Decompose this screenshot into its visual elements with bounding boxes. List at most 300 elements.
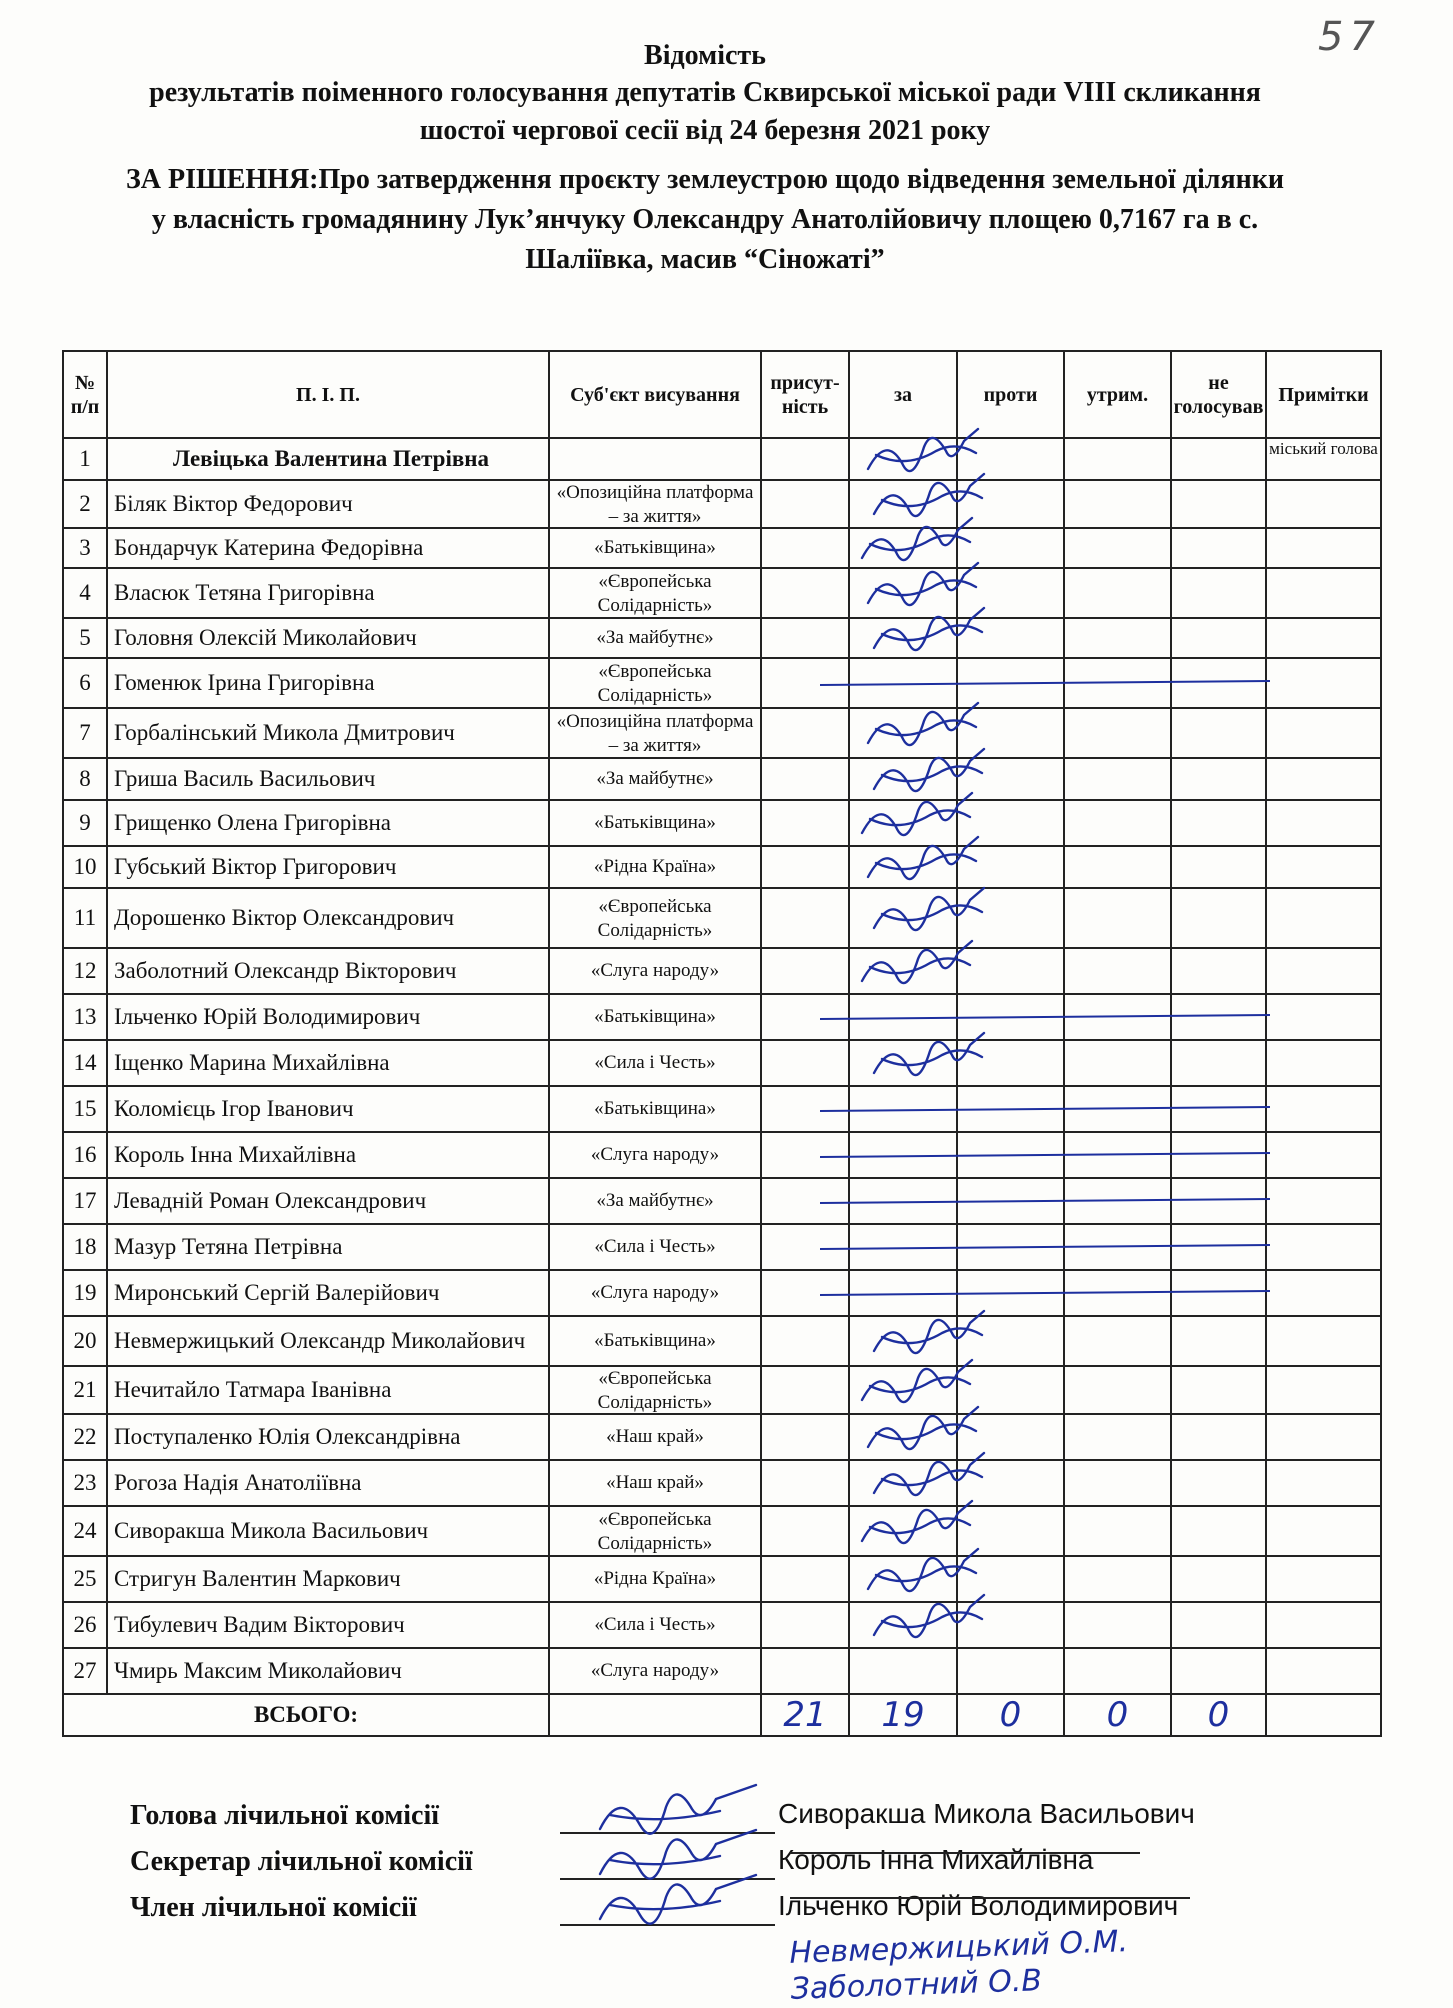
party-cell — [549, 1178, 761, 1224]
party-cell-text: «Європейська Солідарність» — [597, 1368, 713, 1413]
member-name: Ільченко Юрій Володимирович — [778, 1890, 1179, 1921]
deputy-name: Сиворакша Микола Васильович — [107, 1506, 549, 1556]
not-voted-cell — [1171, 1040, 1266, 1086]
total-note-cell — [1266, 1694, 1381, 1736]
for-cell — [849, 994, 957, 1040]
header-not-voted: не голосував — [1171, 351, 1266, 438]
party-cell — [549, 1270, 761, 1316]
row-number: 25 — [63, 1556, 107, 1602]
against-cell — [957, 708, 1064, 758]
present-cell — [761, 1316, 849, 1366]
for-cell — [849, 1506, 957, 1556]
deputy-name: Левадній Роман Олександрович — [107, 1178, 549, 1224]
present-cell — [761, 1132, 849, 1178]
row-number: 8 — [63, 758, 107, 800]
note-cell — [1266, 568, 1381, 618]
handwritten-name-1: Невмержицький О.М. — [788, 1924, 1129, 1971]
party-cell-text: «Батьківщина» — [594, 537, 716, 558]
for-cell — [849, 438, 957, 480]
chair-signature-line — [560, 1832, 775, 1834]
row-number: 18 — [63, 1224, 107, 1270]
handwritten-names — [789, 1924, 1130, 2008]
deputy-name: Мазур Тетяна Петрівна — [107, 1224, 549, 1270]
against-cell — [957, 1460, 1064, 1506]
party-cell — [549, 708, 761, 758]
secretary-signature-line — [560, 1878, 775, 1880]
note-cell — [1266, 658, 1381, 708]
present-cell — [761, 568, 849, 618]
not-voted-cell — [1171, 1316, 1266, 1366]
row-number: 23 — [63, 1460, 107, 1506]
party-cell — [549, 846, 761, 888]
deputy-name: Горбалінський Микола Дмитрович — [107, 708, 549, 758]
total-for: 19 — [849, 1694, 957, 1736]
table-row — [63, 1460, 1381, 1506]
party-cell — [549, 1132, 761, 1178]
party-cell-text: «Слуга народу» — [590, 1660, 720, 1681]
present-cell — [761, 758, 849, 800]
party-cell-text: «За майбутнє» — [596, 627, 714, 648]
row-number: 10 — [63, 846, 107, 888]
abstain-cell — [1064, 618, 1171, 658]
not-voted-cell — [1171, 888, 1266, 948]
note-cell — [1266, 1224, 1381, 1270]
note-cell — [1266, 888, 1381, 948]
party-cell — [549, 1040, 761, 1086]
deputy-name: Бондарчук Катерина Федорівна — [107, 528, 549, 568]
note-cell — [1266, 1414, 1381, 1460]
for-cell — [849, 1366, 957, 1414]
row-number: 2 — [63, 480, 107, 528]
for-cell — [849, 708, 957, 758]
commission-chair — [130, 1796, 1330, 1842]
abstain-cell — [1064, 1506, 1171, 1556]
against-cell — [957, 1270, 1064, 1316]
party-cell — [549, 1506, 761, 1556]
table-row — [63, 1648, 1381, 1694]
not-voted-cell — [1171, 1414, 1266, 1460]
not-voted-cell — [1171, 1602, 1266, 1648]
not-voted-cell — [1171, 568, 1266, 618]
party-cell-text: «Європейська Солідарність» — [597, 896, 713, 941]
note-cell — [1266, 994, 1381, 1040]
present-cell — [761, 1506, 849, 1556]
against-cell — [957, 1316, 1064, 1366]
note-cell — [1266, 708, 1381, 758]
against-cell — [957, 438, 1064, 480]
party-cell-text: «Європейська Солідарність» — [597, 661, 713, 706]
against-cell — [957, 1414, 1064, 1460]
decision-line-1: ЗА РІШЕННЯ:Про затвердження проєкту землеустрою щодо відведення земельної ділянки — [125, 164, 1285, 195]
table-row — [63, 758, 1381, 800]
abstain-cell — [1064, 480, 1171, 528]
for-cell — [849, 1316, 957, 1366]
note-cell — [1266, 1556, 1381, 1602]
not-voted-cell — [1171, 618, 1266, 658]
table-row — [63, 708, 1381, 758]
abstain-cell — [1064, 658, 1171, 708]
not-voted-cell — [1171, 528, 1266, 568]
party-cell — [549, 1556, 761, 1602]
party-cell — [549, 1366, 761, 1414]
against-cell — [957, 1224, 1064, 1270]
for-cell — [849, 846, 957, 888]
for-cell — [849, 1602, 957, 1648]
abstain-cell — [1064, 1270, 1171, 1316]
for-cell — [849, 1178, 957, 1224]
row-number: 15 — [63, 1086, 107, 1132]
table-row — [63, 1414, 1381, 1460]
not-voted-cell — [1171, 1132, 1266, 1178]
not-voted-cell — [1171, 1506, 1266, 1556]
party-cell-text: «Батьківщина» — [594, 1006, 716, 1027]
party-cell-text: «Європейська Солідарність» — [597, 571, 713, 616]
deputy-name: Нечитайло Татмара Іванівна — [107, 1366, 549, 1414]
handwritten-name-2: Заболотний О.В — [790, 1963, 1043, 2007]
against-cell — [957, 1602, 1064, 1648]
against-cell — [957, 846, 1064, 888]
party-cell — [549, 528, 761, 568]
against-cell — [957, 948, 1064, 994]
document-header — [40, 38, 1370, 280]
note-cell — [1266, 1270, 1381, 1316]
party-cell — [549, 618, 761, 658]
deputy-name: Король Інна Михайлівна — [107, 1132, 549, 1178]
party-cell — [549, 1460, 761, 1506]
member-signature-line — [560, 1924, 775, 1926]
note-cell — [1266, 1602, 1381, 1648]
party-cell-text: «За майбутнє» — [596, 768, 714, 789]
row-number: 13 — [63, 994, 107, 1040]
not-voted-cell — [1171, 1648, 1266, 1694]
for-cell — [849, 1648, 957, 1694]
party-cell — [549, 438, 761, 480]
chair-role: Голова лічильної комісії — [130, 1800, 440, 1831]
party-cell-text: «Рідна Країна» — [593, 856, 717, 877]
row-number: 11 — [63, 888, 107, 948]
party-cell — [549, 948, 761, 994]
deputy-name: Левіцька Валентина Петрівна — [107, 438, 549, 480]
table-body — [63, 438, 1381, 1694]
note-cell — [1266, 1316, 1381, 1366]
note-cell — [1266, 758, 1381, 800]
table-row — [63, 846, 1381, 888]
table-row — [63, 1316, 1381, 1366]
subtitle-line-2: шостої чергової сесії від 24 березня 2021 року — [419, 115, 991, 146]
table-row — [63, 1602, 1381, 1648]
for-cell — [849, 658, 957, 708]
table-row — [63, 480, 1381, 528]
header-abstain: утрим. — [1064, 351, 1171, 438]
not-voted-cell — [1171, 1460, 1266, 1506]
table-row — [63, 1366, 1381, 1414]
present-cell — [761, 1366, 849, 1414]
for-cell — [849, 1040, 957, 1086]
against-cell — [957, 1178, 1064, 1224]
abstain-cell — [1064, 948, 1171, 994]
party-cell — [549, 568, 761, 618]
document-title: Відомість — [644, 40, 766, 71]
row-number: 6 — [63, 658, 107, 708]
abstain-cell — [1064, 1648, 1171, 1694]
row-number: 16 — [63, 1132, 107, 1178]
party-cell-text: «Слуга народу» — [590, 1144, 720, 1165]
row-number: 14 — [63, 1040, 107, 1086]
not-voted-cell — [1171, 1556, 1266, 1602]
against-cell — [957, 1648, 1064, 1694]
table-row — [63, 994, 1381, 1040]
against-cell — [957, 618, 1064, 658]
deputy-name: Головня Олексій Миколайович — [107, 618, 549, 658]
party-cell — [549, 994, 761, 1040]
party-cell-text: «Батьківщина» — [594, 812, 716, 833]
present-cell — [761, 1086, 849, 1132]
deputy-name: Невмержицький Олександр Миколайович — [107, 1316, 549, 1366]
decision-text — [40, 160, 1370, 280]
table-row — [63, 1224, 1381, 1270]
not-voted-cell — [1171, 758, 1266, 800]
present-cell — [761, 618, 849, 658]
header-name: П. І. П. — [107, 351, 549, 438]
deputy-name: Поступаленко Юлія Олександрівна — [107, 1414, 549, 1460]
abstain-cell — [1064, 1414, 1171, 1460]
present-cell — [761, 708, 849, 758]
total-not-voted: 0 — [1171, 1694, 1266, 1736]
present-cell — [761, 1648, 849, 1694]
deputy-name: Іщенко Марина Михайлівна — [107, 1040, 549, 1086]
party-cell-text: «Слуга народу» — [590, 1282, 720, 1303]
deputy-name: Рогоза Надія Анатоліївна — [107, 1460, 549, 1506]
total-against: 0 — [957, 1694, 1064, 1736]
party-cell — [549, 1648, 761, 1694]
party-cell-text: «Батьківщина» — [594, 1098, 716, 1119]
row-number: 21 — [63, 1366, 107, 1414]
note-cell — [1266, 1366, 1381, 1414]
present-cell — [761, 658, 849, 708]
party-cell — [549, 1414, 761, 1460]
table-row — [63, 1556, 1381, 1602]
for-cell — [849, 1414, 957, 1460]
abstain-cell — [1064, 1178, 1171, 1224]
note-cell — [1266, 1178, 1381, 1224]
not-voted-cell — [1171, 480, 1266, 528]
note-cell — [1266, 1460, 1381, 1506]
row-number: 5 — [63, 618, 107, 658]
counting-commission — [130, 1796, 1330, 1934]
against-cell — [957, 528, 1064, 568]
header-against: проти — [957, 351, 1064, 438]
against-cell — [957, 1506, 1064, 1556]
abstain-cell — [1064, 1040, 1171, 1086]
abstain-cell — [1064, 1316, 1171, 1366]
chair-name: Сиворакша Микола Васильович — [778, 1798, 1195, 1829]
present-cell — [761, 1460, 849, 1506]
against-cell — [957, 994, 1064, 1040]
table-row — [63, 438, 1381, 480]
against-cell — [957, 1366, 1064, 1414]
present-cell — [761, 1602, 849, 1648]
note-cell — [1266, 1132, 1381, 1178]
deputy-name: Заболотний Олександр Вікторович — [107, 948, 549, 994]
table-row — [63, 888, 1381, 948]
present-cell — [761, 1224, 849, 1270]
party-cell — [549, 888, 761, 948]
party-cell — [549, 480, 761, 528]
present-cell — [761, 846, 849, 888]
deputy-name: Грищенко Олена Григорівна — [107, 800, 549, 846]
for-cell — [849, 568, 957, 618]
header-party: Суб'єкт висування — [549, 351, 761, 438]
abstain-cell — [1064, 758, 1171, 800]
party-cell-text: «Опозиційна платформа – за життя» — [556, 482, 754, 527]
abstain-cell — [1064, 994, 1171, 1040]
row-number: 19 — [63, 1270, 107, 1316]
decision-line-2: у власність громадянину Лук’янчуку Олександру Анатолійовичу площею 0,7167 га в с. — [151, 204, 1259, 235]
present-cell — [761, 888, 849, 948]
deputy-name: Дорошенко Віктор Олександрович — [107, 888, 549, 948]
table-row — [63, 1132, 1381, 1178]
note-cell — [1266, 846, 1381, 888]
deputy-name: Гриша Василь Васильович — [107, 758, 549, 800]
voting-table — [62, 350, 1382, 1737]
present-cell — [761, 800, 849, 846]
secretary-role: Секретар лічильної комісії — [130, 1846, 473, 1877]
table-row — [63, 1178, 1381, 1224]
note-cell — [1266, 800, 1381, 846]
party-cell — [549, 1224, 761, 1270]
subtitle-line-1: результатів поіменного голосування депутатів Сквирської міської ради VIII скликання — [149, 77, 1261, 108]
party-cell-text: «Рідна Країна» — [593, 1568, 717, 1589]
against-cell — [957, 480, 1064, 528]
abstain-cell — [1064, 1086, 1171, 1132]
for-cell — [849, 1460, 957, 1506]
abstain-cell — [1064, 1556, 1171, 1602]
row-number: 26 — [63, 1602, 107, 1648]
row-number: 24 — [63, 1506, 107, 1556]
not-voted-cell — [1171, 1270, 1266, 1316]
decision-line-3: Шаліївка, масив “Сіножаті” — [525, 244, 885, 275]
for-cell — [849, 800, 957, 846]
note-cell — [1266, 480, 1381, 528]
table-row — [63, 1270, 1381, 1316]
present-cell — [761, 1270, 849, 1316]
commission-member — [130, 1888, 1330, 1934]
table-row — [63, 658, 1381, 708]
party-cell — [549, 758, 761, 800]
against-cell — [957, 758, 1064, 800]
row-number: 12 — [63, 948, 107, 994]
for-cell — [849, 948, 957, 994]
table-row — [63, 1086, 1381, 1132]
deputy-name: Миронський Сергій Валерійович — [107, 1270, 549, 1316]
for-cell — [849, 758, 957, 800]
against-cell — [957, 1132, 1064, 1178]
party-cell — [549, 1316, 761, 1366]
abstain-cell — [1064, 846, 1171, 888]
for-cell — [849, 888, 957, 948]
for-cell — [849, 480, 957, 528]
total-row — [63, 1694, 1381, 1736]
abstain-cell — [1064, 438, 1171, 480]
member-role: Член лічильної комісії — [130, 1892, 417, 1923]
party-cell-text: «Опозиційна платформа – за життя» — [556, 711, 754, 756]
not-voted-cell — [1171, 658, 1266, 708]
note-cell — [1266, 1648, 1381, 1694]
not-voted-cell — [1171, 800, 1266, 846]
page-number: 57 — [1318, 14, 1381, 60]
party-cell — [549, 658, 761, 708]
present-cell — [761, 438, 849, 480]
deputy-name: Біляк Віктор Федорович — [107, 480, 549, 528]
note-cell — [1266, 438, 1381, 480]
table-row — [63, 528, 1381, 568]
against-cell — [957, 800, 1064, 846]
note-cell — [1266, 1040, 1381, 1086]
party-cell-text: «Сила і Честь» — [594, 1614, 716, 1635]
deputy-name: Ільченко Юрій Володимирович — [107, 994, 549, 1040]
deputy-name: Чмирь Максим Миколайович — [107, 1648, 549, 1694]
deputy-name: Тибулевич Вадим Вікторович — [107, 1602, 549, 1648]
against-cell — [957, 1040, 1064, 1086]
against-cell — [957, 1556, 1064, 1602]
note-cell-text: міський голова — [1269, 439, 1378, 458]
total-label: ВСЬОГО: — [63, 1694, 549, 1736]
deputy-name: Губський Віктор Григорович — [107, 846, 549, 888]
present-cell — [761, 1040, 849, 1086]
total-party-cell — [549, 1694, 761, 1736]
party-cell-text: «За майбутнє» — [596, 1190, 714, 1211]
present-cell — [761, 1414, 849, 1460]
present-cell — [761, 1178, 849, 1224]
against-cell — [957, 658, 1064, 708]
row-number: 20 — [63, 1316, 107, 1366]
present-cell — [761, 1556, 849, 1602]
row-number: 4 — [63, 568, 107, 618]
abstain-cell — [1064, 1366, 1171, 1414]
not-voted-cell — [1171, 1366, 1266, 1414]
for-cell — [849, 1224, 957, 1270]
for-cell — [849, 1086, 957, 1132]
present-cell — [761, 994, 849, 1040]
row-number: 9 — [63, 800, 107, 846]
abstain-cell — [1064, 1132, 1171, 1178]
against-cell — [957, 568, 1064, 618]
abstain-cell — [1064, 1602, 1171, 1648]
deputy-name: Гоменюк Ірина Григорівна — [107, 658, 549, 708]
party-cell-text: «Наш край» — [606, 1472, 704, 1493]
against-cell — [957, 888, 1064, 948]
header-present: присут-ність — [761, 351, 849, 438]
party-cell-text: «Наш край» — [606, 1426, 704, 1447]
party-cell-text: «Батьківщина» — [594, 1330, 716, 1351]
not-voted-cell — [1171, 1178, 1266, 1224]
note-cell — [1266, 1506, 1381, 1556]
table-row — [63, 1040, 1381, 1086]
present-cell — [761, 480, 849, 528]
party-cell-text: «Європейська Солідарність» — [597, 1509, 713, 1554]
not-voted-cell — [1171, 708, 1266, 758]
against-cell — [957, 1086, 1064, 1132]
party-cell-text: «Сила і Честь» — [594, 1236, 716, 1257]
secretary-name: Король Інна Михайлівна — [778, 1844, 1094, 1875]
row-number: 27 — [63, 1648, 107, 1694]
not-voted-cell — [1171, 438, 1266, 480]
party-cell-text: «Слуга народу» — [590, 960, 720, 981]
table-row — [63, 618, 1381, 658]
header-num: № п/п — [63, 351, 107, 438]
abstain-cell — [1064, 800, 1171, 846]
table-row — [63, 568, 1381, 618]
